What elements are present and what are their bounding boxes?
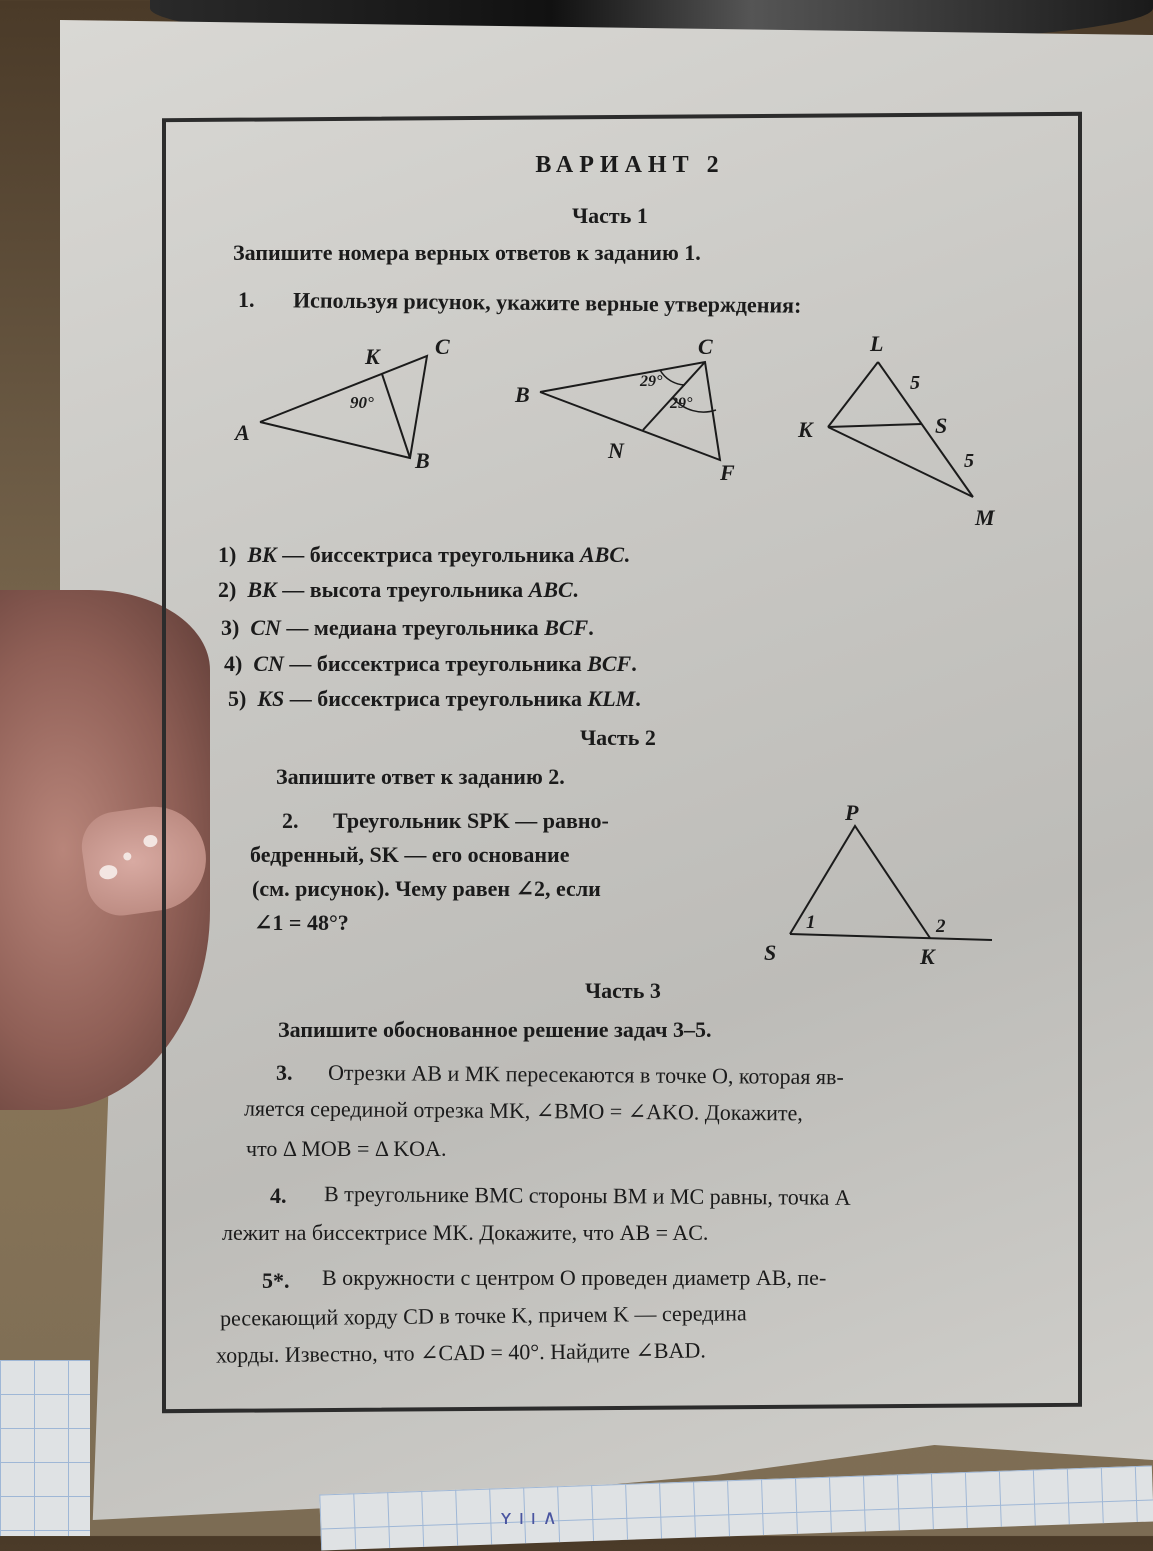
part3-instruction: Запишите обоснованное решение задач 3–5. <box>278 1017 712 1042</box>
label-c: C <box>435 334 450 359</box>
label-a: A <box>235 420 250 445</box>
task5-number: 5*. <box>262 1268 290 1293</box>
figure-triangle-klm <box>790 325 1040 535</box>
task2-line-3: (см. рисунок). Чему равен ∠2, если <box>252 876 601 901</box>
task5-line-3: хорды. Известно, что ∠CAD = 40°. Найдите ∠BAD. <box>215 1337 706 1368</box>
task4-line-2: лежит на биссектрисе MK. Докажите, что AB = AC. <box>222 1220 709 1245</box>
variant-title: ВАРИАНТ 2 <box>535 152 725 178</box>
figure-triangle-bcf <box>510 330 750 490</box>
part1-heading: Часть 1 <box>572 203 648 228</box>
label-n: N <box>608 438 624 463</box>
part2-heading: Часть 2 <box>580 725 656 750</box>
label-k3: K <box>798 417 813 442</box>
label-b2: B <box>515 382 530 407</box>
option-1: 1) BK — биссектриса треугольника ABC. <box>218 542 630 567</box>
angle-29-a: 29° <box>640 373 663 390</box>
angle-2: 2 <box>936 916 946 937</box>
angle-1: 1 <box>806 912 816 933</box>
task2-line-2: бедренный, SK — его основание <box>250 842 570 867</box>
task1-text: Используя рисунок, укажите верные утверждения: <box>292 287 802 318</box>
part1-instruction: Запишите номера верных ответов к заданию 1. <box>233 240 701 265</box>
label-m: M <box>975 505 995 530</box>
side-5-a: 5 <box>910 372 920 394</box>
side-5-b: 5 <box>964 450 974 472</box>
angle-29-b: 29° <box>670 395 693 412</box>
option-5: 5) KS — биссектриса треугольника KLM. <box>228 686 641 711</box>
label-b: B <box>415 448 430 473</box>
figure-triangle-spk <box>750 800 1010 975</box>
task3-line-1: Отрезки AB и MK пересекаются в точке O, которая яв- <box>327 1059 844 1090</box>
part2-instruction: Запишите ответ к заданию 2. <box>276 764 565 789</box>
task3-line-2: ляется серединой отрезка MK, ∠BMO = ∠AKO. Докажите, <box>243 1095 803 1126</box>
label-s4: S <box>764 940 777 965</box>
part3-heading: Часть 3 <box>585 978 661 1003</box>
figure-triangle-abc <box>230 330 450 480</box>
label-l: L <box>870 331 884 356</box>
label-s: S <box>935 413 948 438</box>
option-3: 3) CN — медиана треугольника BCF. <box>221 615 594 640</box>
label-f: F <box>720 460 735 485</box>
label-k: K <box>365 344 380 369</box>
angle-90: 90° <box>350 393 374 412</box>
task4-number: 4. <box>270 1183 287 1208</box>
label-c2: C <box>698 334 713 359</box>
task1-number: 1. <box>238 287 255 312</box>
task2-line-1: Треугольник SPK — равно- <box>333 808 609 833</box>
option-4: 4) CN — биссектриса треугольника BCF. <box>224 651 637 676</box>
task3-number: 3. <box>276 1060 293 1085</box>
task2-number: 2. <box>282 808 299 833</box>
task2-line-4: ∠1 = 48°? <box>254 910 349 935</box>
task3-line-3: что Δ MOB = Δ KOA. <box>246 1136 447 1161</box>
handwriting: ʏ ı ı ∧ <box>500 1505 558 1529</box>
task5-line-1: В окружности с центром O проведен диаметр AB, пе- <box>322 1265 827 1290</box>
option-2: 2) BK — высота треугольника ABC. <box>218 577 579 602</box>
task5-line-2: ресекающий хорду CD в точке K, причем K — середина <box>219 1300 747 1331</box>
label-p: P <box>845 800 859 825</box>
label-k4: K <box>920 944 935 969</box>
task4-line-1: В треугольнике BMC стороны BM и MC равны, точка A <box>323 1181 851 1210</box>
